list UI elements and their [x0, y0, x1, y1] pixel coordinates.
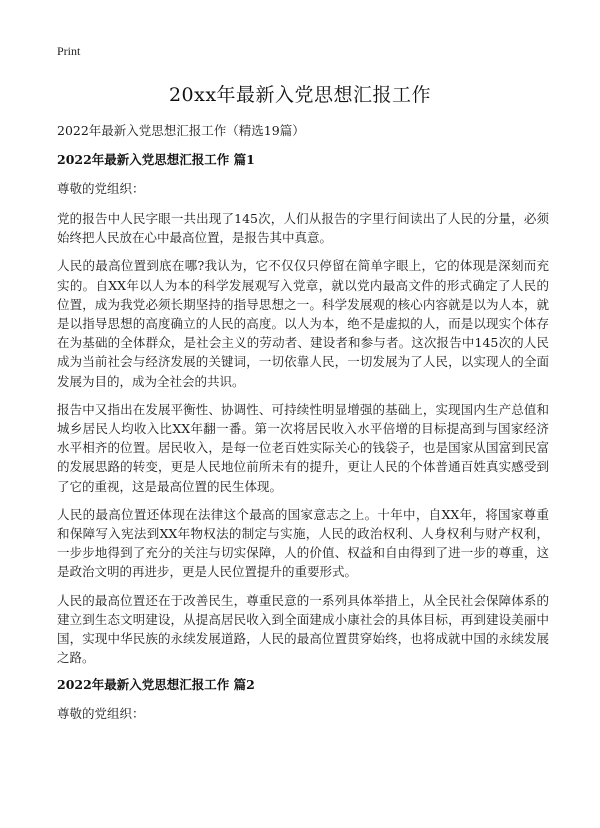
paragraph: 人民的最高位置还在于改善民生，尊重民意的一系列具体举措上，从全民社会保障体系的建立到生态文明建设，从提高居民收入到全面建成小康社会的具体目标，再到建设美丽中国，实现中华民族的永续发展道路，人民的最高位置贯穿始终，也将成就中国的永续发展之路。 — [57, 592, 549, 666]
paragraph: 报告中又指出在发展平衡性、协调性、可持续性明显增强的基础上，实现国内生产总值和城乡居民人均收入比XX年翻一番。第一次将居民收入水平倍增的目标提高到与国家经济水平相齐的位置。居民收入，是每一位老百姓实际关心的钱袋子，也是国家从国富到民富的发展思路的转变，更是人民地位前所未有的提升，更让人民的个体普通百姓真实感受到了它的重视，这是最高位置的民生体现。 — [57, 401, 549, 494]
print-label[interactable]: Print — [57, 44, 81, 58]
paragraph: 人民的最高位置到底在哪?我认为，它不仅仅只停留在简单字眼上，它的体现是深刻而充实的。自XX年以人为本的科学发展观写入党章，就以党内最高文件的形式确定了人民的位置，成为我党必须长期坚持的指导思想之一。科学发展观的核心内容就是以为人本，就是以指导思想的高度确立的人民的高度。以人为本，绝不是虚拟的人，而是以现实个体存在为基础的全体群众，是社会主义的劳动者、建设者和参与者。这次报告中145次的人民成为当前社会与经济发展的关键词，一切依靠人民，一切发展为了人民，以实现人的全面发展为目的，成为全社会的共识。 — [57, 258, 549, 389]
document-body — [57, 122, 549, 734]
document-title: 20xx年最新入党思想汇报工作 — [168, 84, 432, 106]
paragraph: 党的报告中人民字眼一共出现了145次，人们从报告的字里行间读出了人民的分量，必须始终把人民放在心中最高位置，是报告其中真意。 — [57, 211, 549, 246]
paragraph: 人民的最高位置还体现在法律这个最高的国家意志之上。十年中，自XX年，将国家尊重和保障写入宪法到XX年物权法的制定与实施，人民的政治权利、人身权利与财产权利，一步步地得到了充分的关注与切实保障，人的价值、权益和自由得到了进一步的尊重，这是政治文明的再进步，更是人民位置提升的重要形式。 — [57, 506, 549, 580]
section-heading: 2022年最新入党思想汇报工作 篇1 — [57, 152, 255, 167]
section-heading: 2022年最新入党思想汇报工作 篇2 — [57, 677, 255, 693]
section-salutation: 尊敬的党组织： — [57, 706, 145, 722]
document-subtitle: 2022年最新入党思想汇报工作（精选19篇） — [57, 123, 305, 138]
section-salutation: 尊敬的党组织： — [57, 181, 145, 196]
